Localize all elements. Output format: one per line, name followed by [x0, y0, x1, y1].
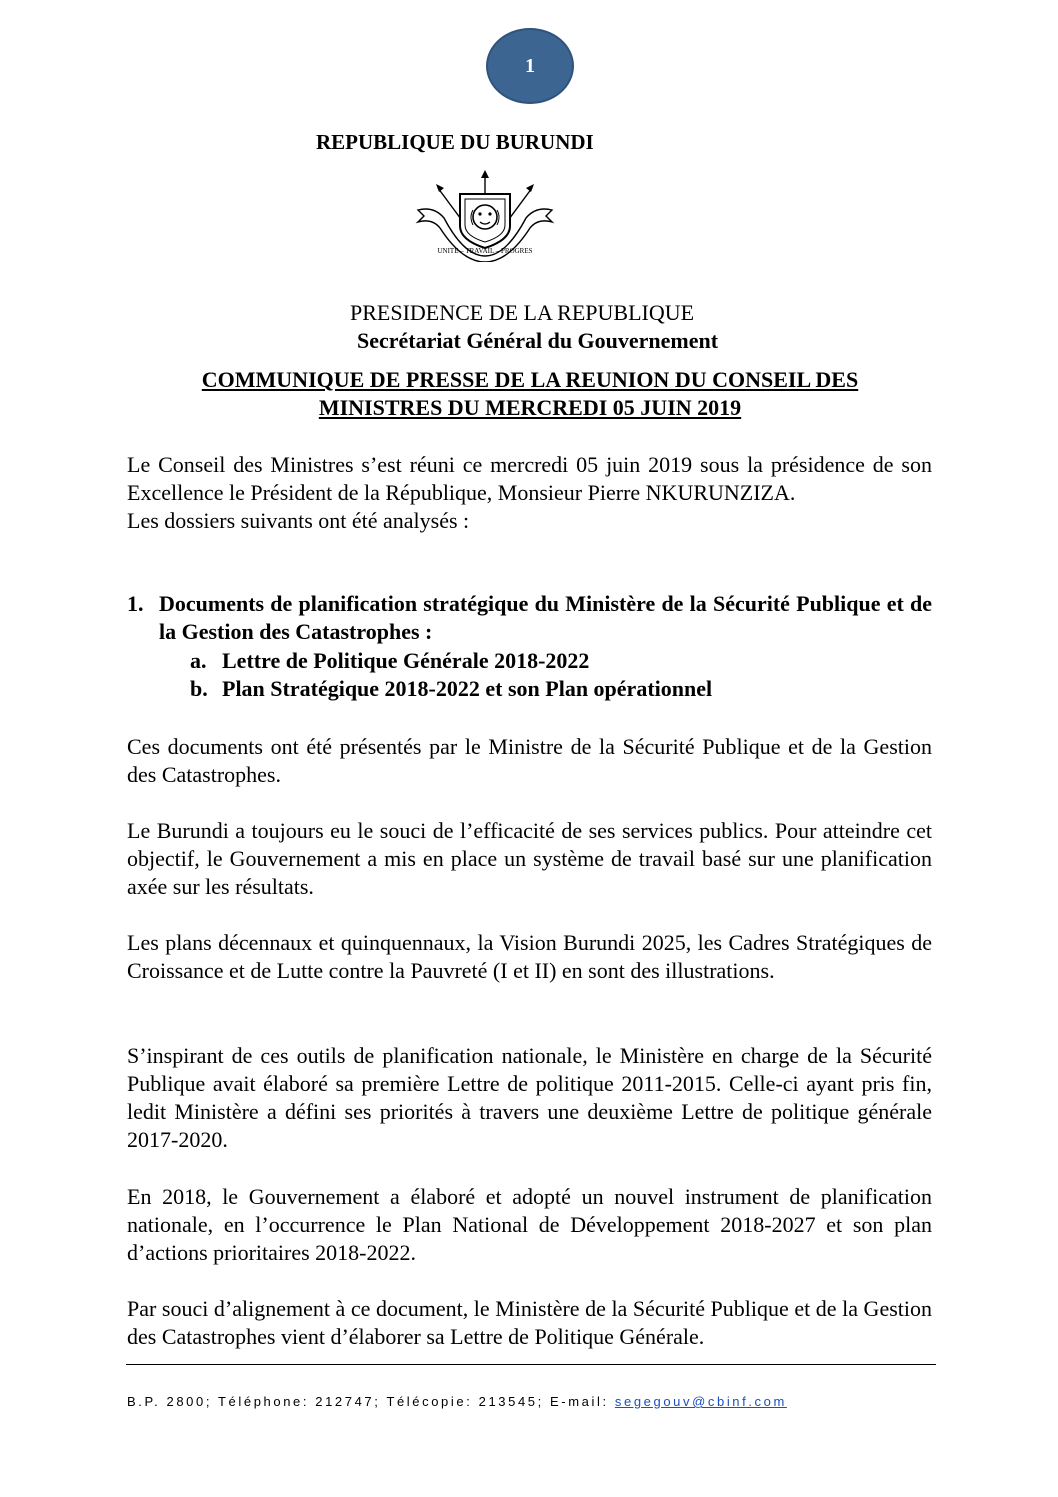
republic-heading: REPUBLIQUE DU BURUNDI	[316, 130, 594, 154]
footer-email-link[interactable]: segegouv@cbinf.com	[614, 1394, 787, 1409]
subitem-letter: b.	[190, 676, 208, 701]
title-line-1: COMMUNIQUE DE PRESSE DE LA REUNION DU CONSEIL DES	[201, 367, 859, 392]
emblem-motto: UNITE – TRAVAIL – PROGRES	[437, 247, 533, 255]
subitem-text: Lettre de Politique Générale 2018-2022	[222, 648, 590, 673]
paragraph-efficacite	[127, 817, 932, 901]
footer-contact-text: B.P. 2800; Téléphone: 212747; Télécopie: 213545; E-mail:	[127, 1394, 615, 1409]
paragraph-text: En 2018, le Gouvernement a élaboré et adopté un nouvel instrument de planification nationale, en l’occurrence le Plan National de Développement 2018-2027 et son plan d’actions prioritaires 2018-2022.	[127, 1184, 932, 1265]
paragraph-pnd	[127, 1183, 932, 1267]
agenda-item-1	[127, 590, 932, 646]
page-number: 1	[525, 54, 535, 77]
secretariat-heading: Secrétariat Général du Gouvernement	[357, 328, 719, 353]
agenda-subitem-b	[190, 676, 712, 702]
paragraph-text: Ces documents ont été présentés par le Ministre de la Sécurité Publique et de la Gestion des Catastrophes.	[127, 734, 932, 787]
intro-section	[127, 451, 932, 535]
paragraph-plans	[127, 929, 932, 985]
paragraph-alignement	[127, 1295, 932, 1351]
intro-paragraph: Le Conseil des Ministres s’est réuni ce mercredi 05 juin 2019 sous la présidence de son Excellence le Président de la République, Monsieur Pierre NKURUNZIZA.	[127, 452, 932, 505]
paragraph-text: S’inspirant de ces outils de planification nationale, le Ministère en charge de la Sécurité Publique avait élaboré sa première Lettre de politique 2011-2015. Celle-ci ayant pris fin, ledit Ministère a défini ses priorités à travers une deuxième Lettre de politique générale 2017-2020.	[127, 1043, 932, 1152]
footer-contact	[127, 1394, 787, 1409]
subitem-text: Plan Stratégique 2018-2022 et son Plan opérationnel	[222, 676, 713, 701]
paragraph-inspiration	[127, 1042, 932, 1154]
footer-divider	[126, 1364, 936, 1365]
document-title	[120, 366, 940, 422]
paragraph-presentation	[127, 733, 932, 789]
paragraph-text: Par souci d’alignement à ce document, le Ministère de la Sécurité Publique et de la Gestion des Catastrophes vient d’élaborer sa Lettre de Politique Générale.	[127, 1296, 932, 1349]
paragraph-text: Le Burundi a toujours eu le souci de l’efficacité de ses services publics. Pour atteindre cet objectif, le Gouvernement a mis en place un système de travail basé sur une planification axée sur les résultats.	[127, 818, 932, 899]
title-line-2: MINISTRES DU MERCREDI 05 JUIN 2019	[318, 395, 742, 420]
agenda-item-number: 1.	[127, 591, 144, 616]
page-number-badge	[486, 28, 574, 104]
coat-of-arms-emblem	[414, 170, 556, 262]
agenda-subitem-a	[190, 648, 589, 674]
intro-dossiers-line: Les dossiers suivants ont été analysés :	[127, 508, 470, 533]
subitem-letter: a.	[190, 648, 207, 673]
presidence-heading: PRESIDENCE DE LA REPUBLIQUE	[350, 300, 695, 325]
agenda-item-heading: Documents de planification stratégique du Ministère de la Sécurité Publique et de la Gestion des Catastrophes :	[159, 591, 932, 644]
paragraph-text: Les plans décennaux et quinquennaux, la Vision Burundi 2025, les Cadres Stratégiques de Croissance et de Lutte contre la Pauvreté (I et II) en sont des illustrations.	[127, 930, 932, 983]
